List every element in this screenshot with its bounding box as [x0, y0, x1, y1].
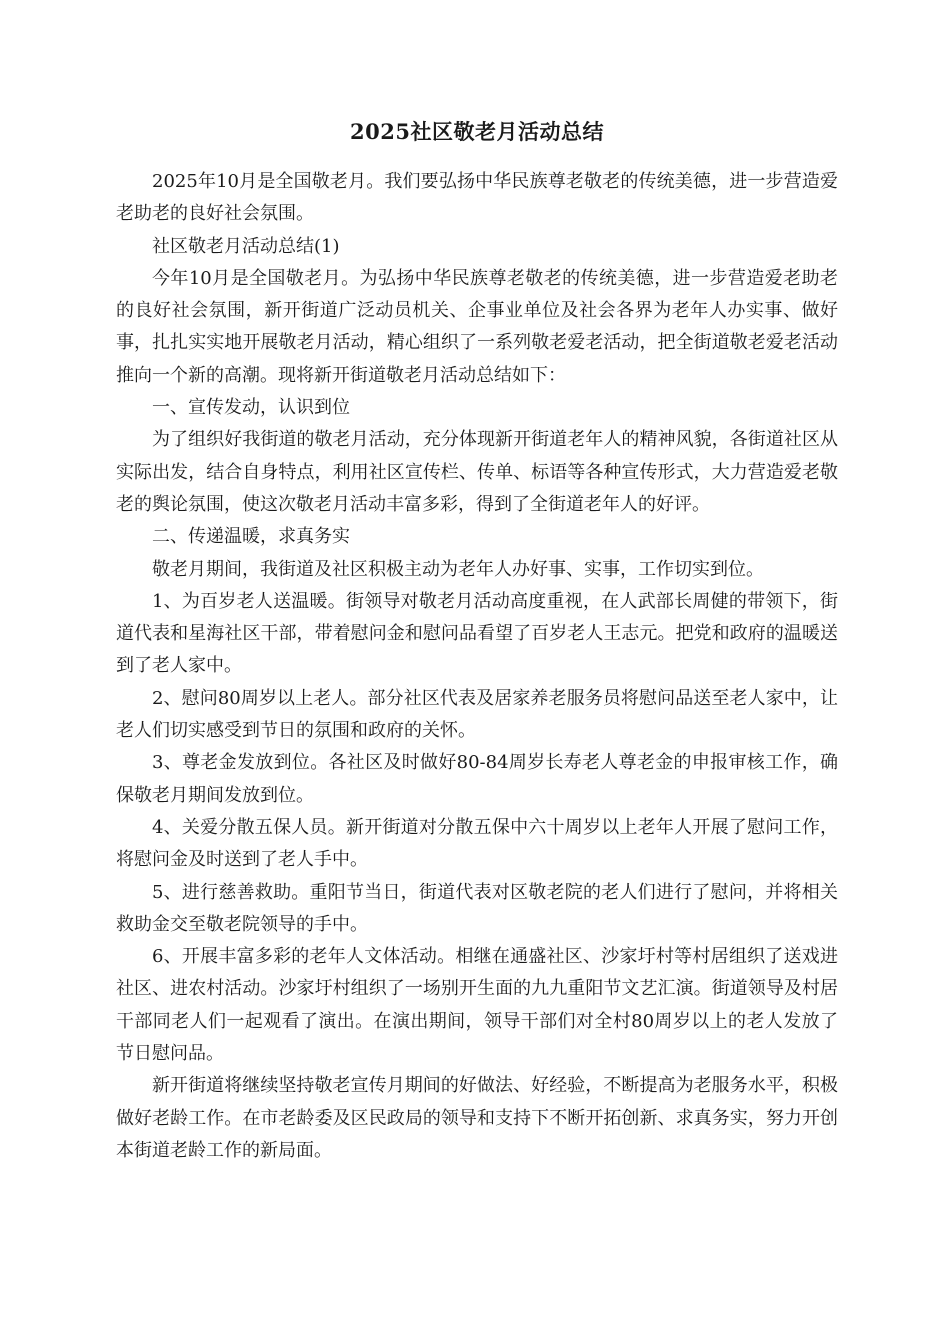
document-title: 2025社区敬老月活动总结: [350, 119, 604, 144]
list-item-6: 6、开展丰富多彩的老年人文体活动。相继在通盛社区、沙家圩村等村居组织了送戏进社区、进农村活动。沙家圩村组织了一场别开生面的九九重阳节文艺汇演。街道领导及村居干部同老人们一起观看了演出。在演出期间，领导干部们对全村80周岁以上的老人发放了节日慰问品。: [116, 946, 838, 1065]
paragraph-conclusion: 新开街道将继续坚持敬老宣传月期间的好做法、好经验，不断提高为老服务水平，积极做好老龄工作。在市老龄委及区民政局的领导和支持下不断开拓创新、求真务实，努力开创本街道老龄工作的新局面。: [116, 1075, 838, 1161]
list-item-2: 2、慰问80周岁以上老人。部分社区代表及居家养老服务员将慰问品送至老人家中，让老人们切实感受到节日的氛围和政府的关怀。: [116, 687, 838, 742]
paragraph-intro: 2025年10月是全国敬老月。我们要弘扬中华民族尊老敬老的传统美德，进一步营造爱老助老的良好社会氛围。: [116, 171, 838, 225]
paragraph-publicity: 为了组织好我街道的敬老月活动，充分体现新开街道老年人的精神风貌，各街道社区从实际出发，结合自身特点，利用社区宣传栏、传单、标语等各种宣传形式，大力营造爱老敬老的舆论氛围，使这次敬老月活动丰富多彩，得到了全街道老年人的好评。: [116, 429, 838, 515]
document-body: [116, 166, 838, 1167]
list-item-4: 4、关爱分散五保人员。新开街道对分散五保中六十周岁以上老年人开展了慰问工作，将慰问金及时送到了老人手中。: [116, 816, 838, 871]
list-item-5: 5、进行慈善救助。重阳节当日，街道代表对区敬老院的老人们进行了慰问，并将相关救助金交至敬老院领导的手中。: [116, 881, 838, 935]
list-item-1: 1、为百岁老人送温暖。街领导对敬老月活动高度重视，在人武部长周健的带领下，街道代表和星海社区干部，带着慰问金和慰问品看望了百岁老人王志元。把党和政府的温暖送到了老人家中。: [116, 590, 838, 677]
paragraph-overview: 今年10月是全国敬老月。为弘扬中华民族尊老敬老的传统美德，进一步营造爱老助老的良好社会氛围，新开街道广泛动员机关、企事业单位及社会各界为老年人办实事、做好事，扎扎实实地开展敬老月活动，精心组织了一系列敬老爱老活动，把全街道敬老爱老活动推向一个新的高潮。现将新开街道敬老月活动总结如下：: [116, 267, 838, 386]
section-heading-2: 二、传递温暖，求真务实: [152, 526, 350, 548]
document-page: [116, 112, 838, 1167]
list-item-3: 3、尊老金发放到位。各社区及时做好80-84周岁长寿老人尊老金的申报审核工作，确保敬老月期间发放到位。: [116, 752, 838, 806]
paragraph-warmth: 敬老月期间，我街道及社区积极主动为老年人办好事、实事，工作切实到位。: [152, 558, 764, 580]
paragraph-subtitle: 社区敬老月活动总结(1): [152, 235, 340, 257]
section-heading-1: 一、宣传发动，认识到位: [152, 397, 350, 419]
